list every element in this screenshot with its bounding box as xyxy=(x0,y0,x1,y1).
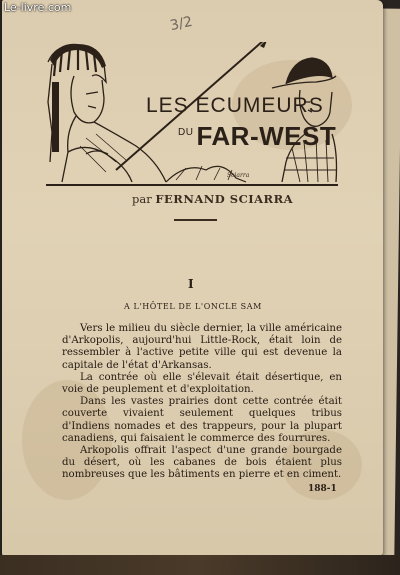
chapter-title: A L'HÔTEL DE L'ONCLE SAM xyxy=(124,302,262,311)
paragraph: La contrée où elle s'élevait était désertique, en voie de peuplement et d'exploitation. xyxy=(62,371,342,396)
booklet-page xyxy=(2,0,383,555)
author-name: FERNAND SCIARRA xyxy=(155,192,294,206)
banner-subtitle xyxy=(178,121,336,152)
chapter-number: I xyxy=(188,277,194,291)
watermark: Le-livre.com xyxy=(4,1,72,14)
banner-subtitle-prefix: DU xyxy=(178,127,194,138)
paragraph: Dans les vastes prairies dont cette contrée était couverte vivaient seulement quelques tribus d'Indiens nomades et des trappeurs, pour la plupart canadiens, qui faisaient le commerce des fourrures. xyxy=(62,396,342,444)
paragraph: Vers le milieu du siècle dernier, la ville américaine d'Arkopolis, aujourd'hui Little-Rock, était loin de ressembler à l'active petite ville qui est devenue la capitale de l'état d'Arkansas. xyxy=(62,323,342,371)
pencil-note: 3/2 xyxy=(168,13,194,35)
illustrator-signature: Sciarra xyxy=(227,172,250,179)
paragraph: Arkopolis offrait l'aspect d'une grande bourgade du désert, où les cabanes de bois étaient plus nombreuses que les bâtiments en pierre et en ciment. xyxy=(62,445,342,481)
title-rule xyxy=(174,219,217,221)
table-surface xyxy=(0,555,400,575)
banner-subtitle-text: FAR-WEST xyxy=(196,121,337,151)
folio: 188-1 xyxy=(308,484,337,494)
author-line xyxy=(132,192,293,206)
banner-title: LES ECUMEURS xyxy=(146,94,324,117)
chapter-body xyxy=(62,323,342,482)
title-banner xyxy=(46,42,338,186)
author-prefix: par xyxy=(132,192,152,206)
